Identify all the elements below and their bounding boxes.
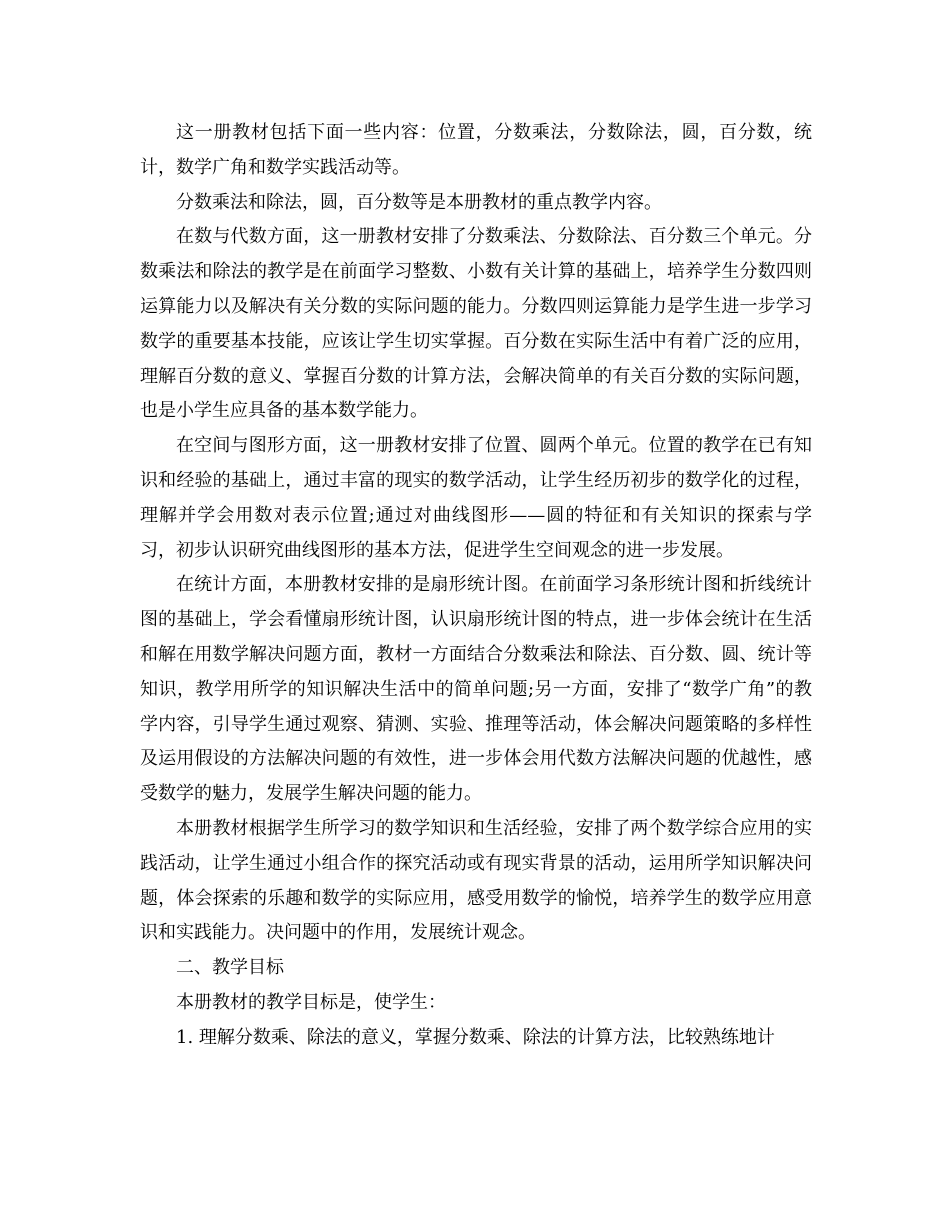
paragraph-key-content: 分数乘法和除法，圆，百分数等是本册教材的重点教学内容。 — [176, 191, 662, 213]
paragraph-space-shapes: 在空间与图形方面，这一册教材安排了位置、圆两个单元。位置的教学在已有知识和经验的基础上，通过丰富的现实的数学活动，让学生经历初步的数学化的过程，理解并学会用数对表示位置;通过对曲线图形——圆的特征和有关知识的探索与学习，初步认识研究曲线图形的基本方法，促进学生空间观念的进一步发展。 — [140, 435, 812, 561]
section-heading: 二、教学目标 — [176, 957, 284, 979]
paragraph-number-algebra: 在数与代数方面，这一册教材安排了分数乘法、分数除法、百分数三个单元。分数乘法和除法的教学是在前面学习整数、小数有关计算的基础上，培养学生分数四则运算能力以及解决有关分数的实际问题的能力。分数四则运算能力是学生进一步学习数学的重要基本技能，应该让学生切实掌握。百分数在实际生活中有着广泛的应用，理解百分数的意义、掌握百分数的计算方法，会解决简单的有关百分数的实际问题，也是小学生应具备的基本数学能力。 — [140, 226, 812, 422]
paragraph-statistics: 在统计方面，本册教材安排的是扇形统计图。在前面学习条形统计图和折线统计图的基础上，学会看懂扇形统计图，认识扇形统计图的特点，进一步体会统计在生活和解在用数学解决问题方面，教材一方面结合分数乘法和除法、百分数、圆、统计等知识，教学用所学的知识解决生活中的简单问题;另一方面，安排了“数学广角”的教学内容，引导学生通过观察、猜测、实验、推理等活动，体会解决问题策略的多样性及运用假设的方法解决问题的有效性，进一步体会用代数方法解决问题的优越性，感受数学的魅力，发展学生解决问题的能力。 — [140, 574, 812, 805]
paragraph-contents: 这一册教材包括下面一些内容：位置，分数乘法，分数除法，圆，百分数，统计，数学广角和数学实践活动等。 — [140, 122, 812, 178]
objectives-intro: 本册教材的教学目标是，使学生： — [176, 991, 446, 1013]
objective-item: 1. 理解分数乘、除法的意义，掌握分数乘、除法的计算方法，比较熟练地计 — [176, 1026, 775, 1048]
document-page — [140, 116, 812, 1056]
paragraph-practice-activities: 本册教材根据学生所学习的数学知识和生活经验，安排了两个数学综合应用的实践活动，让学生通过小组合作的探究活动或有现实背景的活动，运用所学知识解决问题，体会探索的乐趣和数学的实际应用，感受用数学的愉悦，培养学生的数学应用意识和实践能力。决问题中的作用，发展统计观念。 — [140, 817, 812, 944]
